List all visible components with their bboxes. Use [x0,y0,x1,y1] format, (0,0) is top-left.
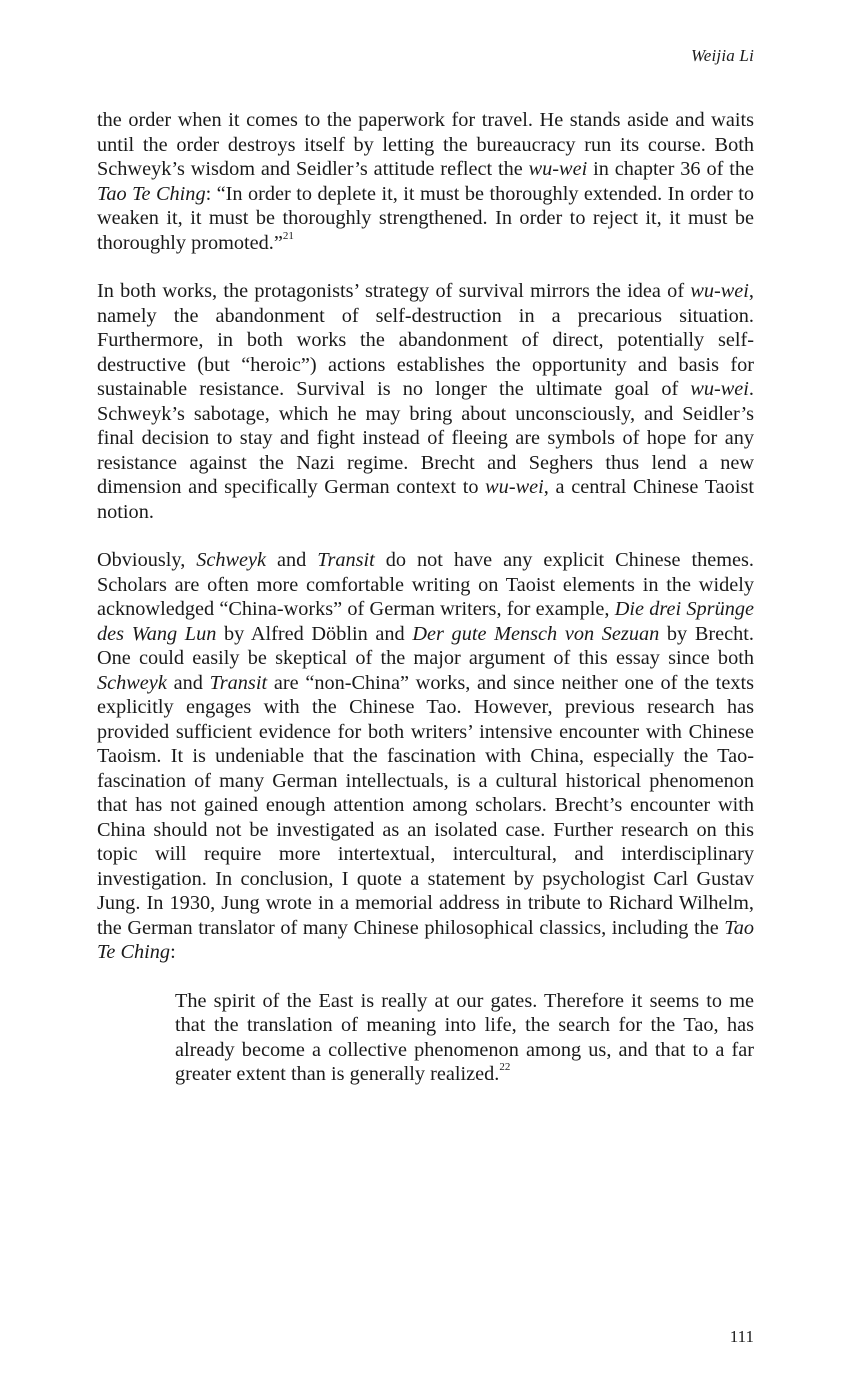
body-text [97,108,754,1087]
italic-text: Transit [209,671,268,694]
paragraph-1 [97,108,754,255]
text-run: by Brecht. One could easily be skeptical of the major argument of this essay since both [97,622,754,669]
text-run: by Alfred Döblin and [216,622,413,645]
text-run: : “In order to deplete it, it must be thoroughly extended. In order to weaken it, it must be thoroughly strengthened. In order to reject it, it must be thoroughly promoted.” [97,182,754,254]
italic-text: Tao Te Ching [97,916,754,963]
text-run: Obviously, [97,549,197,571]
text-run: In both works, the protagonists’ strategy of survival mirrors the idea of [97,280,691,302]
paragraph-3 [97,548,754,965]
text-run: do not have any explicit Chinese themes. Scholars are often more comfortable writing on Taoist elements in the widely acknowledged “China-works” of German writers, for example, [97,549,754,620]
text-run: The spirit of the East is really at our gates. Therefore it seems to me that the translation of meaning into life, the search for the Tao, has already become a collective phenomenon among us, and that to a far greater extent than is generally realized. [175,989,754,1085]
text-run: in chapter 36 of the [587,158,754,180]
footnote-marker: 22 [499,1061,511,1074]
footnote-marker: 21 [282,229,294,242]
italic-text: Die drei Sprünge des Wang Lun [97,598,754,645]
italic-text: wu-wei [485,476,544,498]
paragraph-2 [97,279,754,524]
italic-text: Tao Te Ching [97,182,206,205]
italic-text: wu-wei [690,280,749,302]
text-run: the order when it comes to the paperwork for travel. He stands aside and waits until the order destroys itself by letting the bureaucracy run its course. Both Schweyk’s wisdom and Seidler’s attitude reflect the [97,109,754,180]
italic-text: Schweyk [196,549,267,571]
block-quote [175,989,754,1087]
text-run: , namely the abandonment of self-destruction in a precarious situation. Furthermore, in both works the abandonment of direct, potentially self-destructive (but “heroic”) actions establishes the opportunity and basis for sustainable resistance. Survival is no longer the ultimate goal of [97,280,754,400]
text-run: are “non-China” works, and since neither one of the texts explicitly engages with the Chinese Tao. However, previous research has provided sufficient evidence for both writers’ intensive encounter with Chinese Taoism. It is undeniable that the fascination with China, especially the Tao-fascination of many German intellectuals, is a cultural historical phenomenon that has not gained enough attention among scholars. Brecht’s encounter with China should not be investigated as an isolated case. Further research on this topic will require more intertextual, intercultural, and interdisciplinary investigation. In conclusion, I quote a statement by psychologist Carl Gustav Jung. In 1930, Jung wrote in a memorial address in tribute to Richard Wilhelm, the German translator of many Chinese philosophical classics, including the [97,671,754,939]
italic-text: wu-wei [528,158,588,180]
italic-text: wu-wei [690,378,749,400]
italic-text: Transit [317,549,375,571]
page-number: 111 [729,1327,754,1346]
text-run: and [266,549,318,571]
text-run: . Schweyk’s sabotage, which he may bring about unconsciously, and Seidler’s final decision to stay and fight instead of fleeing are symbols of hope for any resistance against the Nazi regime. Brecht and Seghers thus lend a new dimension and specifically German context to [97,378,754,498]
text-run: : [170,941,176,963]
italic-text: Schweyk [97,671,167,694]
text-run: and [166,671,210,694]
italic-text: Der gute Mensch von Sezuan [412,622,660,645]
running-head-author: Weijia Li [690,46,754,65]
text-run: , a central Chinese Taoist notion. [97,476,754,523]
